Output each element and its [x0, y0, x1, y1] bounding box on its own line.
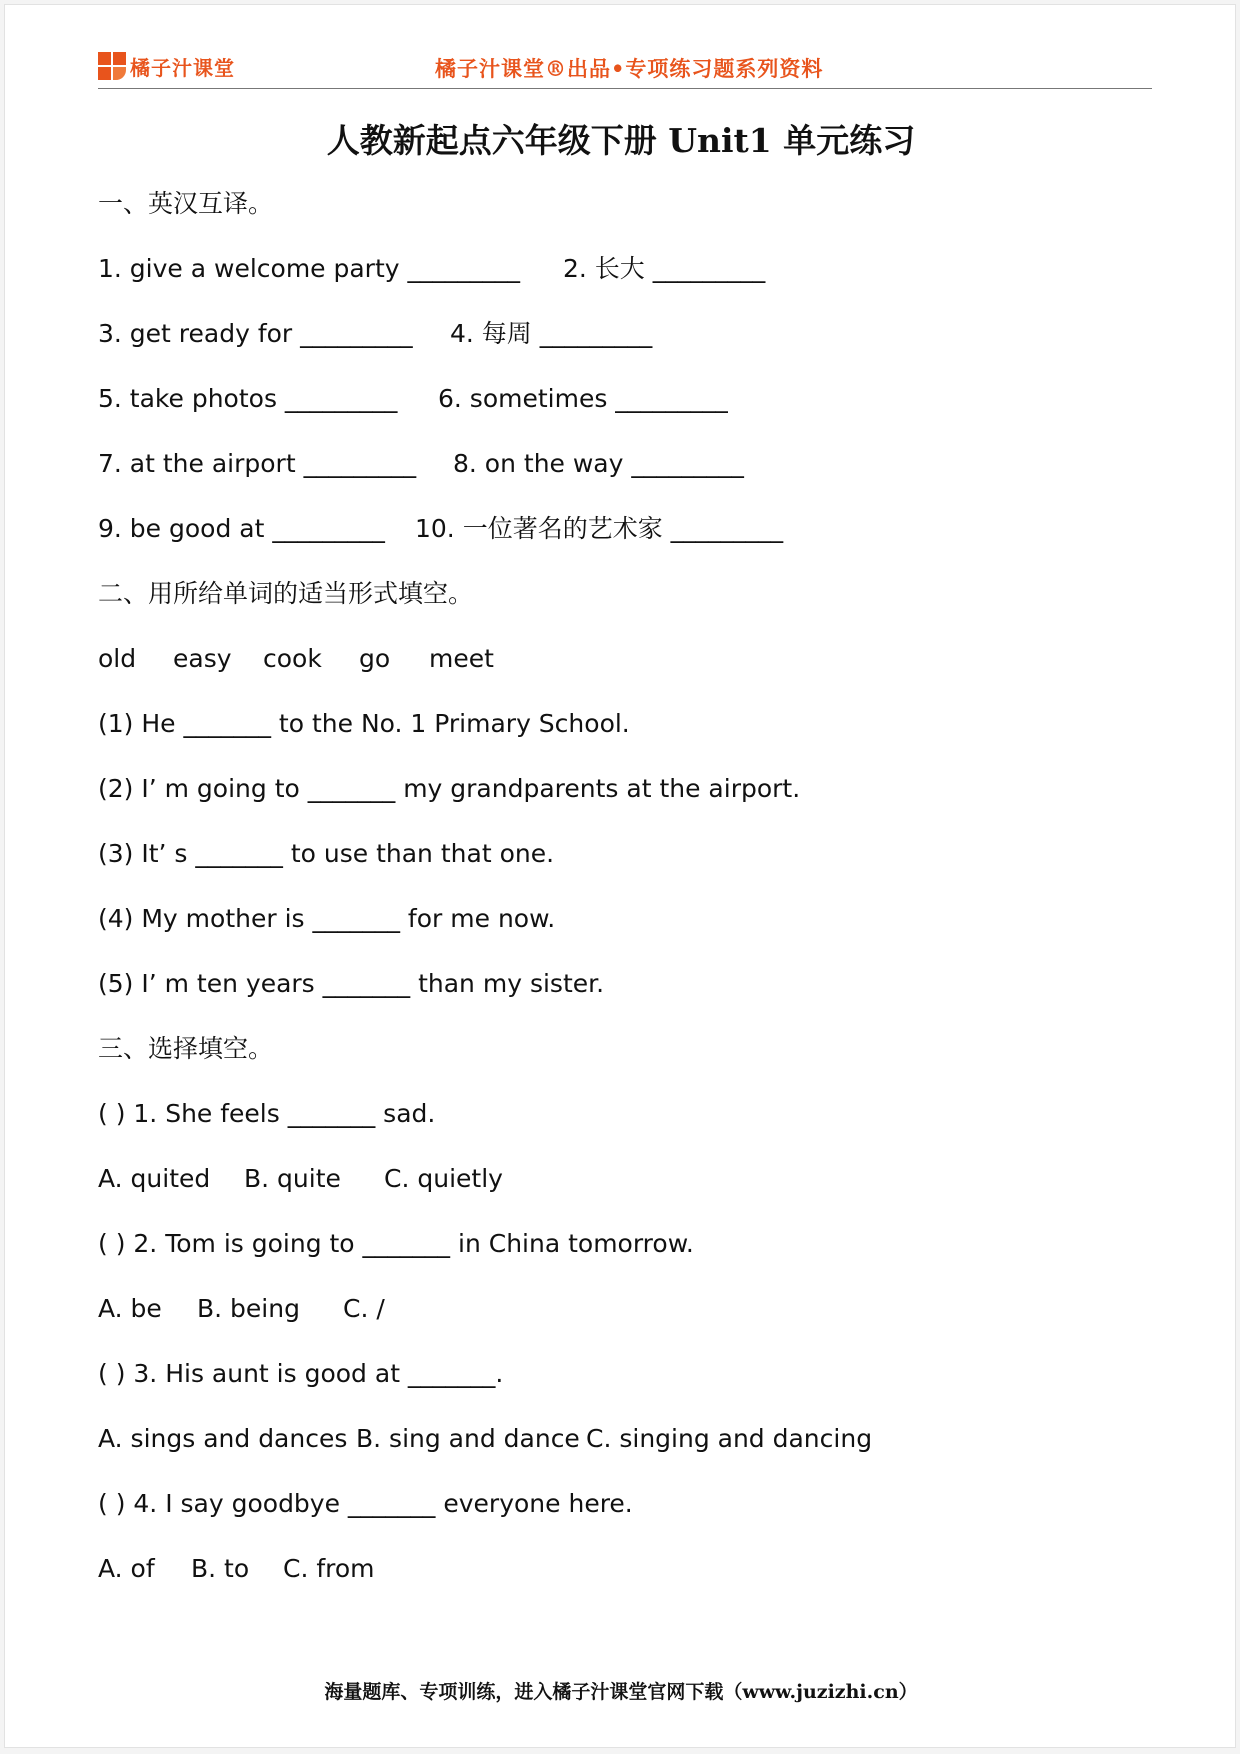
choice-question-1: ( ) 1. She feels _______ sad. — [98, 1099, 436, 1128]
choice-options-3 — [98, 1422, 872, 1456]
translation-item-8: 8. on the way _________ — [453, 449, 744, 478]
option-a: A. sings and dances — [98, 1424, 348, 1453]
section2-heading: 二、用所给单词的适当形式填空。 — [98, 579, 474, 608]
fill-item-4: (4) My mother is _______ for me now. — [98, 904, 556, 933]
choice-options-1 — [98, 1162, 503, 1196]
translation-row-5 — [98, 512, 784, 546]
translation-row-1 — [98, 252, 766, 286]
header-divider — [98, 88, 1152, 89]
option-c: C. quietly — [384, 1164, 503, 1193]
choice-options-4 — [98, 1552, 375, 1586]
word-bank — [98, 642, 494, 676]
word-bank-item: old — [98, 644, 137, 673]
word-bank-item: go — [359, 644, 391, 673]
fill-item-5: (5) I’ m ten years _______ than my sister. — [98, 969, 605, 998]
translation-item-5: 5. take photos _________ — [98, 384, 398, 413]
word-bank-item: easy — [173, 644, 232, 673]
option-a: A. be — [98, 1294, 162, 1323]
option-a: A. of — [98, 1554, 155, 1583]
logo-text: 橘子汁课堂 — [130, 55, 235, 80]
option-c: C. from — [283, 1554, 375, 1583]
option-b: B. quite — [244, 1164, 341, 1193]
option-b: B. to — [191, 1554, 250, 1583]
page-footer: 海量题库、专项训练，进入橘子汁课堂官网下载（www.juzizhi.cn） — [324, 1681, 918, 1703]
option-a: A. quited — [98, 1164, 211, 1193]
choice-question-4: ( ) 4. I say goodbye _______ everyone here. — [98, 1489, 633, 1518]
translation-item-6: 6. sometimes _________ — [438, 384, 728, 413]
option-c: C. / — [343, 1294, 385, 1323]
translation-item-7: 7. at the airport _________ — [98, 449, 417, 478]
translation-item-2: 2. 长大 _________ — [563, 254, 766, 283]
translation-item-1: 1. give a welcome party _________ — [98, 254, 521, 283]
fill-item-3: (3) It’ s _______ to use than that one. — [98, 839, 555, 868]
fill-item-1: (1) He _______ to the No. 1 Primary School. — [98, 709, 630, 738]
translation-item-10: 10. 一位著名的艺术家 _________ — [415, 514, 784, 543]
translation-item-9: 9. be good at _________ — [98, 514, 385, 543]
option-b: B. sing and dance — [356, 1424, 580, 1453]
choice-options-2 — [98, 1292, 385, 1326]
option-b: B. being — [197, 1294, 300, 1323]
option-c: C. singing and dancing — [586, 1424, 873, 1453]
translation-row-2 — [98, 317, 653, 351]
translation-item-3: 3. get ready for _________ — [98, 319, 413, 348]
choice-question-3: ( ) 3. His aunt is good at _______. — [98, 1359, 504, 1388]
fill-item-2: (2) I’ m going to _______ my grandparents at the airport. — [98, 774, 801, 803]
section3-heading: 三、选择填空。 — [98, 1034, 274, 1063]
translation-row-4 — [98, 447, 744, 481]
logo-squares-icon — [98, 52, 126, 80]
page-header — [98, 45, 1152, 87]
choice-question-2: ( ) 2. Tom is going to _______ in China tomorrow. — [98, 1229, 694, 1258]
page-title: 人教新起点六年级下册 Unit1 单元练习 — [326, 121, 916, 160]
translation-row-3 — [98, 382, 728, 416]
header-slogan: 橘子汁课堂®出品•专项练习题系列资料 — [435, 56, 824, 81]
word-bank-item: cook — [263, 644, 322, 673]
worksheet-page — [4, 4, 1236, 1748]
section1-heading: 一、英汉互译。 — [98, 189, 274, 218]
translation-item-4: 4. 每周 _________ — [450, 319, 653, 348]
brand-logo — [98, 48, 235, 84]
word-bank-item: meet — [429, 644, 494, 673]
